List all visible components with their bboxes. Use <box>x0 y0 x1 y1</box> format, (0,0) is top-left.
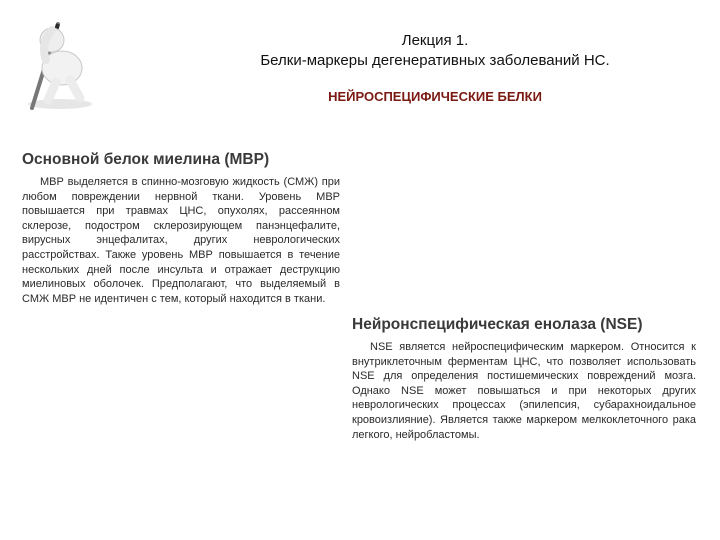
mbp-body: МВР выделяется в спинно-мозговую жидкость (СМЖ) при любом повреждении нервной ткани. Уровень МВР повышается при травмах ЦНС, опухолях, рассеянном склерозе, подостром склерозирующем панэнцефалите, вирусных энцефалитах, других неврологических расстройствах. Также уровень МВР повышается в течение нескольких дней после инсульта и отражает деструкцию миелиновых оболочек. Предполагают, что выделяемый в СМЖ МВР не идентичен с тем, который находится в ткани. <box>22 176 340 305</box>
slide-subtitle: НЕЙРОСПЕЦИФИЧЕСКИЕ БЕЛКИ <box>328 89 542 104</box>
section-mbp <box>22 151 340 306</box>
title-line-2: Белки-маркеры дегенеративных заболеваний НС. <box>260 52 610 69</box>
nse-heading: Нейронспецифическая енолаза (NSE) <box>352 316 643 333</box>
nse-body: NSE является нейроспецифическим маркером. Относится к внутриклеточным ферментам ЦНС, что позволяет использовать NSE для определения постишемических повреждений мозга. Однако NSE может повышаться и при некоторых других неврологических процессах (эпилепсия, субарахноидальное кровоизлияние). Является также маркером мелкоклеточного рака легкого, нейробластомы. <box>352 341 696 441</box>
3d-man-with-pen-icon <box>18 10 100 110</box>
slide-title <box>200 31 670 71</box>
section-nse <box>352 316 696 442</box>
title-line-1: Лекция 1. <box>401 32 469 49</box>
mbp-heading: Основной белок миелина (МВР) <box>22 151 270 168</box>
